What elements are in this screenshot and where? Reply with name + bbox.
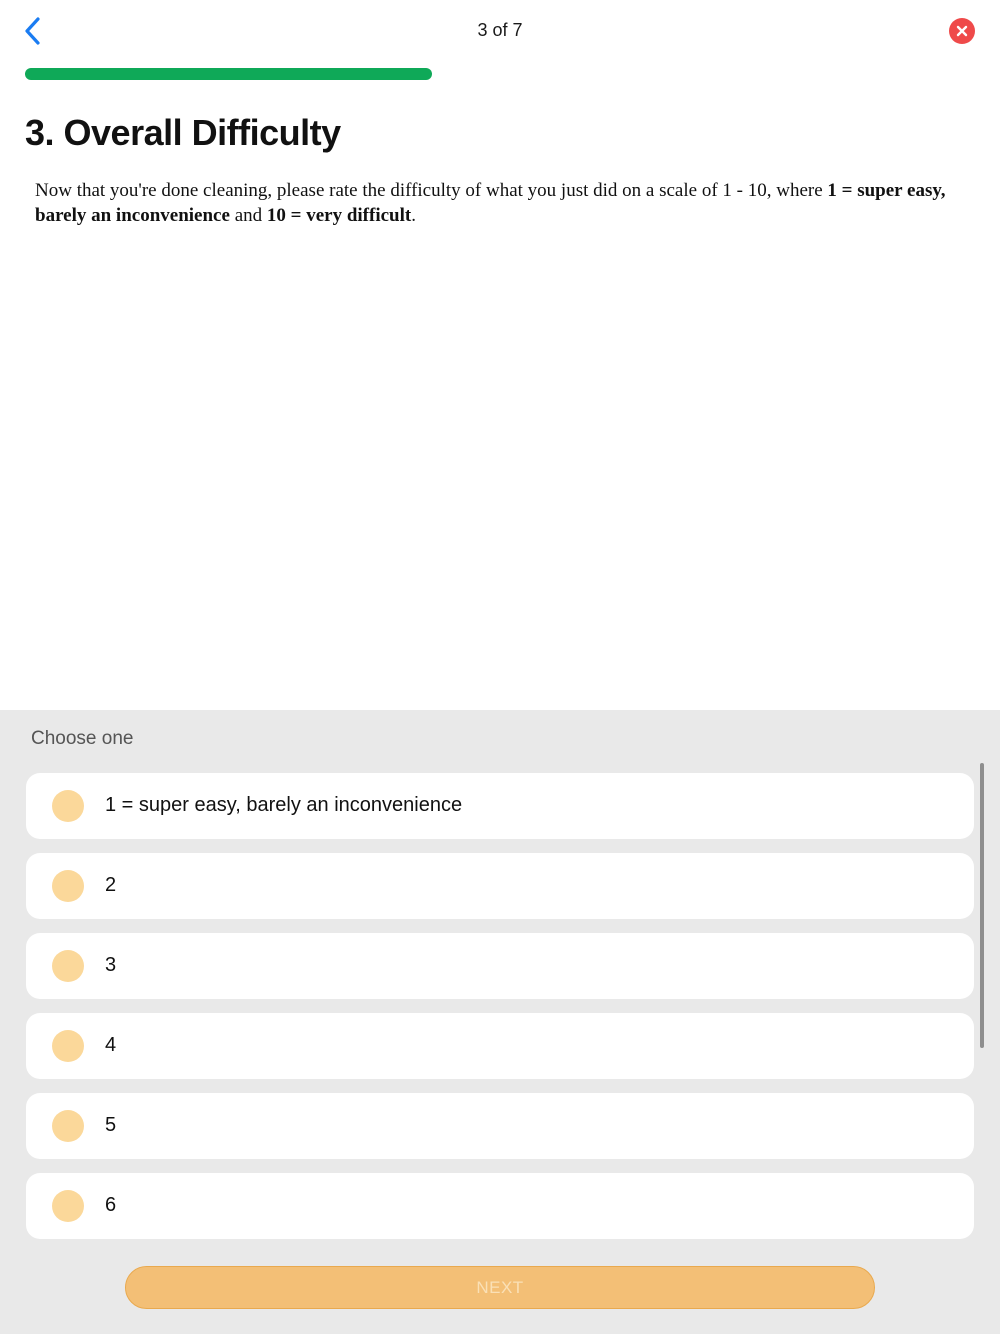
progress-fill bbox=[25, 68, 432, 80]
step-counter: 3 of 7 bbox=[477, 20, 523, 40]
option-label: 5 bbox=[105, 1114, 117, 1136]
scale-min-definition: 1 = super easy, barely an inconvenience bbox=[35, 180, 946, 226]
option-label: 1 = super easy, barely an inconvenience bbox=[105, 794, 463, 816]
question-description bbox=[35, 178, 965, 228]
options-list bbox=[26, 773, 974, 1253]
radio-button[interactable] bbox=[52, 870, 84, 902]
answer-panel bbox=[0, 710, 1000, 1334]
option-label: 3 bbox=[105, 954, 117, 976]
scale-max-definition: 10 = very difficult bbox=[266, 205, 412, 226]
option-6[interactable] bbox=[26, 1173, 974, 1239]
radio-button[interactable] bbox=[52, 790, 84, 822]
next-button[interactable]: NEXT bbox=[125, 1266, 875, 1309]
close-button[interactable] bbox=[949, 18, 975, 44]
choose-one-label: Choose one bbox=[31, 728, 134, 749]
radio-button[interactable] bbox=[52, 1190, 84, 1222]
close-circle-icon bbox=[949, 18, 975, 44]
radio-button[interactable] bbox=[52, 1110, 84, 1142]
question-title: 3. Overall Difficulty bbox=[25, 112, 341, 153]
option-label: 4 bbox=[105, 1034, 117, 1056]
question-text-part: Now that you're done cleaning, please rate the difficulty of what you just did on a scale of 1 - 10, where bbox=[35, 180, 828, 201]
radio-button[interactable] bbox=[52, 950, 84, 982]
top-bar bbox=[0, 0, 1000, 62]
option-2[interactable] bbox=[26, 853, 974, 919]
options-scrollbar[interactable] bbox=[980, 763, 984, 1048]
question-text-part: . bbox=[411, 205, 416, 226]
question-text-part: and bbox=[229, 205, 267, 226]
option-3[interactable] bbox=[26, 933, 974, 999]
progress-bar bbox=[25, 68, 975, 80]
option-1[interactable] bbox=[26, 773, 974, 839]
option-label: 6 bbox=[105, 1194, 117, 1216]
option-label: 2 bbox=[105, 874, 117, 896]
option-4[interactable] bbox=[26, 1013, 974, 1079]
option-5[interactable] bbox=[26, 1093, 974, 1159]
radio-button[interactable] bbox=[52, 1030, 84, 1062]
